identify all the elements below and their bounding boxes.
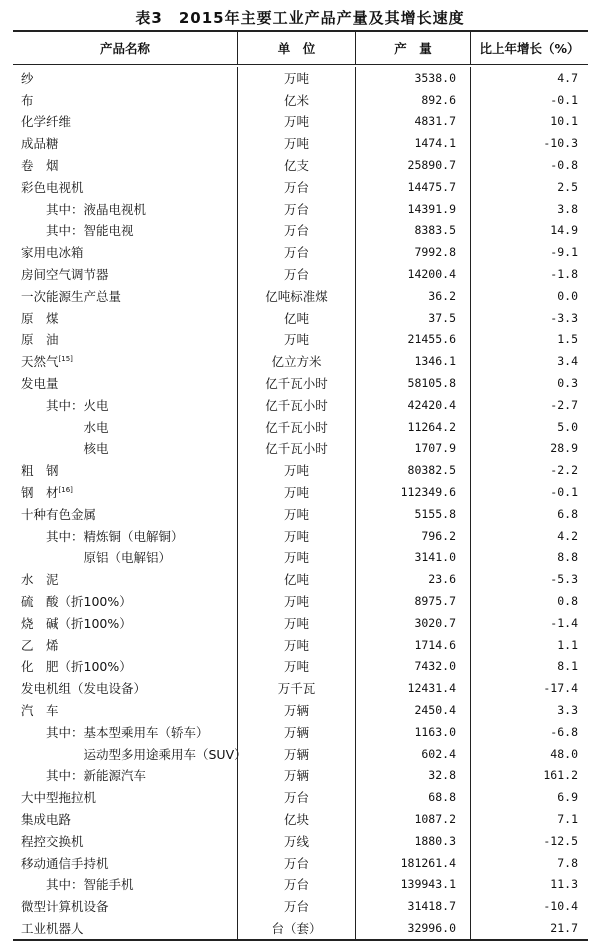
table-row (13, 329, 588, 351)
cell-growth: 4.7 (470, 67, 588, 89)
cell-growth: 8.1 (470, 656, 588, 678)
cell-product-name (13, 723, 237, 741)
cell-unit: 万台 (237, 873, 355, 895)
table-row (13, 481, 588, 503)
product-name-text: 原 油 (21, 332, 59, 348)
cell-output: 5155.8 (355, 503, 470, 525)
cell-growth: 10.1 (470, 111, 588, 133)
cell-product-name (13, 483, 237, 501)
table-row (13, 677, 588, 699)
cell-growth: -9.1 (470, 241, 588, 263)
table-row (13, 830, 588, 852)
cell-product-name (13, 527, 237, 545)
product-name-text: 卷 烟 (21, 158, 59, 174)
cell-unit: 万吨 (237, 132, 355, 154)
cell-unit: 万吨 (237, 525, 355, 547)
product-name-text: 发电量 (21, 376, 59, 392)
cell-output: 25890.7 (355, 154, 470, 176)
cell-output: 8383.5 (355, 220, 470, 242)
cell-output: 14200.4 (355, 263, 470, 285)
table-row (13, 111, 588, 133)
cell-output: 796.2 (355, 525, 470, 547)
cell-product-name (13, 788, 237, 806)
table-row (13, 808, 588, 830)
product-name-text: 成品糖 (21, 136, 59, 152)
product-name-text: 天然气 (21, 354, 59, 370)
cell-product-name (13, 134, 237, 152)
cell-growth: -1.4 (470, 612, 588, 634)
table-row (13, 568, 588, 590)
product-name-text: 程控交换机 (21, 833, 84, 849)
cell-growth: -17.4 (470, 677, 588, 699)
cell-output: 32.8 (355, 765, 470, 787)
cell-growth: 28.9 (470, 438, 588, 460)
table-row (13, 132, 588, 154)
product-name-text: 水电 (21, 419, 109, 435)
product-name-text: 化 肥（折100%） (21, 659, 132, 675)
table-row (13, 372, 588, 394)
product-name-text: 其中：火电 (21, 397, 109, 413)
table-row (13, 656, 588, 678)
product-name-text: 汽 车 (21, 703, 59, 718)
cell-unit: 万吨 (237, 481, 355, 503)
cell-product-name (13, 570, 237, 588)
cell-unit: 台（套） (237, 917, 355, 939)
cell-unit: 万吨 (237, 547, 355, 569)
table-row (13, 852, 588, 874)
cell-output: 181261.4 (355, 852, 470, 874)
cell-unit: 万吨 (237, 329, 355, 351)
table-row (13, 198, 588, 220)
cell-growth: -10.4 (470, 895, 588, 917)
product-name-text: 其中：基本型乘用车（轿车） (21, 724, 209, 740)
product-name-text: 其中：精炼铜（电解铜） (21, 528, 184, 544)
cell-product-name (13, 69, 237, 87)
footnote-marker: [16] (58, 485, 73, 494)
cell-product-name (13, 636, 237, 654)
table-row (13, 786, 588, 808)
cell-product-name (13, 875, 237, 893)
footnote-marker: [15] (58, 355, 73, 364)
table-row (13, 873, 588, 895)
cell-unit: 万台 (237, 895, 355, 917)
table-row (13, 743, 588, 765)
cell-growth: 6.9 (470, 786, 588, 808)
cell-growth: 0.3 (470, 372, 588, 394)
cell-unit: 万台 (237, 220, 355, 242)
table-header (13, 32, 588, 65)
cell-product-name (13, 91, 237, 109)
cell-output: 1707.9 (355, 438, 470, 460)
product-name-text: 钢 材 (21, 485, 59, 501)
cell-growth: 4.2 (470, 525, 588, 547)
cell-product-name (13, 221, 237, 239)
cell-output: 3141.0 (355, 547, 470, 569)
cell-growth: 14.9 (470, 220, 588, 242)
cell-output: 2450.4 (355, 699, 470, 721)
cell-unit: 万辆 (237, 765, 355, 787)
cell-product-name (13, 548, 237, 566)
cell-growth: 3.4 (470, 350, 588, 372)
table-row (13, 634, 588, 656)
table-row (13, 699, 588, 721)
table-row (13, 503, 588, 525)
product-name-text: 其中：液晶电视机 (21, 201, 147, 217)
product-name-text: 微型计算机设备 (21, 899, 109, 915)
table-row (13, 590, 588, 612)
cell-unit: 亿千瓦小时 (237, 372, 355, 394)
table-row (13, 285, 588, 307)
cell-output: 139943.1 (355, 873, 470, 895)
cell-product-name (13, 657, 237, 675)
cell-product-name (13, 679, 237, 697)
cell-product-name (13, 766, 237, 784)
table-row (13, 89, 588, 111)
cell-unit: 万吨 (237, 459, 355, 481)
cell-output: 602.4 (355, 743, 470, 765)
cell-output: 36.2 (355, 285, 470, 307)
cell-unit: 万台 (237, 176, 355, 198)
cell-product-name (13, 330, 237, 348)
cell-output: 37.5 (355, 307, 470, 329)
cell-product-name (13, 592, 237, 610)
cell-growth: -12.5 (470, 830, 588, 852)
cell-unit: 万台 (237, 263, 355, 285)
cell-unit: 亿吨标准煤 (237, 285, 355, 307)
header-product-name: 产品名称 (99, 41, 150, 56)
cell-output: 7432.0 (355, 656, 470, 678)
cell-product-name (13, 897, 237, 915)
cell-growth: 21.7 (470, 917, 588, 939)
cell-product-name (13, 614, 237, 632)
product-name-text: 硫 酸（折100%） (21, 594, 132, 610)
cell-output: 12431.4 (355, 677, 470, 699)
cell-output: 1714.6 (355, 634, 470, 656)
cell-output: 32996.0 (355, 917, 470, 939)
product-name-text: 粗 钢 (21, 463, 59, 479)
cell-growth: 0.0 (470, 285, 588, 307)
cell-unit: 亿米 (237, 89, 355, 111)
table-row (13, 220, 588, 242)
cell-growth: 8.8 (470, 547, 588, 569)
product-name-text: 其中：智能手机 (21, 877, 134, 893)
product-name-text: 化学纤维 (21, 114, 72, 130)
cell-growth: -1.8 (470, 263, 588, 285)
cell-output: 112349.6 (355, 481, 470, 503)
cell-unit: 万吨 (237, 612, 355, 634)
cell-growth: -2.2 (470, 459, 588, 481)
cell-output: 31418.7 (355, 895, 470, 917)
cell-output: 1880.3 (355, 830, 470, 852)
cell-output: 58105.8 (355, 372, 470, 394)
cell-output: 21455.6 (355, 329, 470, 351)
cell-product-name (13, 352, 237, 370)
cell-product-name (13, 505, 237, 523)
cell-unit: 亿支 (237, 154, 355, 176)
table-title: 表3 2015年主要工业产品产量及其增长速度 (135, 9, 465, 27)
cell-growth: 2.5 (470, 176, 588, 198)
cell-product-name (13, 461, 237, 479)
product-name-text: 家用电冰箱 (21, 245, 84, 261)
cell-output: 11264.2 (355, 416, 470, 438)
table-row (13, 263, 588, 285)
table-row (13, 917, 588, 939)
product-name-text: 布 (21, 92, 34, 108)
cell-growth: -0.1 (470, 89, 588, 111)
cell-unit: 万吨 (237, 634, 355, 656)
cell-unit: 万吨 (237, 67, 355, 89)
cell-growth: -0.8 (470, 154, 588, 176)
cell-unit: 亿立方米 (237, 350, 355, 372)
cell-product-name (13, 810, 237, 828)
cell-unit: 万吨 (237, 503, 355, 525)
cell-product-name (13, 309, 237, 327)
cell-output: 892.6 (355, 89, 470, 111)
cell-unit: 万千瓦 (237, 677, 355, 699)
cell-output: 14391.9 (355, 198, 470, 220)
cell-growth: -0.1 (470, 481, 588, 503)
cell-output: 4831.7 (355, 111, 470, 133)
product-name-text: 水 泥 (21, 572, 59, 588)
cell-unit: 亿吨 (237, 307, 355, 329)
product-name-text: 纱 (21, 70, 34, 86)
cell-product-name (13, 374, 237, 392)
header-growth: 比上年增长（%） (470, 32, 588, 64)
product-name-text: 集成电路 (21, 811, 72, 827)
cell-growth: 3.8 (470, 198, 588, 220)
cell-unit: 亿千瓦小时 (237, 416, 355, 438)
product-name-text: 移动通信手持机 (21, 855, 109, 871)
table-row (13, 765, 588, 787)
cell-product-name (13, 265, 237, 283)
cell-product-name (13, 439, 237, 457)
product-name-text: 乙 烯 (21, 637, 59, 653)
cell-output: 42420.4 (355, 394, 470, 416)
cell-growth: 1.5 (470, 329, 588, 351)
cell-growth: 161.2 (470, 765, 588, 787)
table-row (13, 547, 588, 569)
production-table (13, 30, 588, 941)
table-row (13, 416, 588, 438)
cell-unit: 万吨 (237, 590, 355, 612)
table-row (13, 67, 588, 89)
cell-unit: 万辆 (237, 721, 355, 743)
cell-unit: 万台 (237, 198, 355, 220)
cell-output: 14475.7 (355, 176, 470, 198)
product-name-text: 大中型拖拉机 (21, 790, 97, 806)
table-row (13, 525, 588, 547)
cell-product-name (13, 919, 237, 937)
table-row (13, 176, 588, 198)
cell-product-name (13, 178, 237, 196)
product-name-text: 原 煤 (21, 310, 59, 326)
cell-unit: 万台 (237, 852, 355, 874)
cell-growth: 48.0 (470, 743, 588, 765)
product-name-text: 其中：智能电视 (21, 223, 134, 239)
cell-output: 1346.1 (355, 350, 470, 372)
cell-growth: -2.7 (470, 394, 588, 416)
cell-product-name (13, 832, 237, 850)
cell-growth: 0.8 (470, 590, 588, 612)
product-name-text: 十种有色金属 (21, 506, 97, 522)
cell-product-name (13, 287, 237, 305)
cell-growth: -6.8 (470, 721, 588, 743)
table-row (13, 895, 588, 917)
cell-unit: 万台 (237, 786, 355, 808)
product-name-text: 烧 碱（折100%） (21, 615, 132, 631)
product-name-text: 其中：新能源汽车 (21, 768, 147, 784)
cell-output: 7992.8 (355, 241, 470, 263)
cell-unit: 万辆 (237, 699, 355, 721)
table-row (13, 612, 588, 634)
table-row (13, 459, 588, 481)
cell-growth: -3.3 (470, 307, 588, 329)
cell-unit: 万吨 (237, 111, 355, 133)
product-name-text: 一次能源生产总量 (21, 288, 122, 304)
cell-product-name (13, 701, 237, 719)
cell-output: 80382.5 (355, 459, 470, 481)
cell-growth: 3.3 (470, 699, 588, 721)
cell-growth: -10.3 (470, 132, 588, 154)
product-name-text: 工业机器人 (21, 920, 84, 936)
cell-unit: 亿吨 (237, 568, 355, 590)
cell-unit: 亿千瓦小时 (237, 438, 355, 460)
product-name-text: 运动型多用途乘用车（SUV） (21, 746, 247, 762)
cell-output: 1163.0 (355, 721, 470, 743)
cell-product-name (13, 418, 237, 436)
table-row (13, 241, 588, 263)
product-name-text: 核电 (21, 441, 109, 457)
cell-product-name (13, 396, 237, 414)
cell-output: 3538.0 (355, 67, 470, 89)
cell-product-name (13, 854, 237, 872)
cell-output: 23.6 (355, 568, 470, 590)
product-name-text: 发电机组（发电设备） (21, 681, 147, 697)
table-row (13, 307, 588, 329)
cell-unit: 亿块 (237, 808, 355, 830)
table-row (13, 350, 588, 372)
cell-output: 1474.1 (355, 132, 470, 154)
table-body (13, 65, 588, 939)
product-name-text: 房间空气调节器 (21, 267, 109, 283)
cell-product-name (13, 156, 237, 174)
cell-product-name (13, 243, 237, 261)
table-row (13, 721, 588, 743)
cell-unit: 亿千瓦小时 (237, 394, 355, 416)
cell-product-name (13, 745, 247, 763)
cell-growth: 6.8 (470, 503, 588, 525)
cell-unit: 万吨 (237, 656, 355, 678)
cell-growth: 7.8 (470, 852, 588, 874)
cell-growth: 7.1 (470, 808, 588, 830)
cell-unit: 万台 (237, 241, 355, 263)
cell-output: 8975.7 (355, 590, 470, 612)
product-name-text: 彩色电视机 (21, 179, 84, 195)
cell-growth: -5.3 (470, 568, 588, 590)
cell-growth: 1.1 (470, 634, 588, 656)
cell-growth: 11.3 (470, 873, 588, 895)
product-name-text: 原铝（电解铝） (21, 550, 172, 566)
cell-output: 1087.2 (355, 808, 470, 830)
cell-unit: 万线 (237, 830, 355, 852)
cell-product-name (13, 112, 237, 130)
cell-unit: 万辆 (237, 743, 355, 765)
cell-output: 3020.7 (355, 612, 470, 634)
table-row (13, 154, 588, 176)
header-unit: 单 位 (237, 32, 355, 64)
cell-product-name (13, 200, 237, 218)
cell-output: 68.8 (355, 786, 470, 808)
header-output: 产 量 (355, 32, 470, 64)
table-row (13, 394, 588, 416)
cell-growth: 5.0 (470, 416, 588, 438)
table-row (13, 438, 588, 460)
